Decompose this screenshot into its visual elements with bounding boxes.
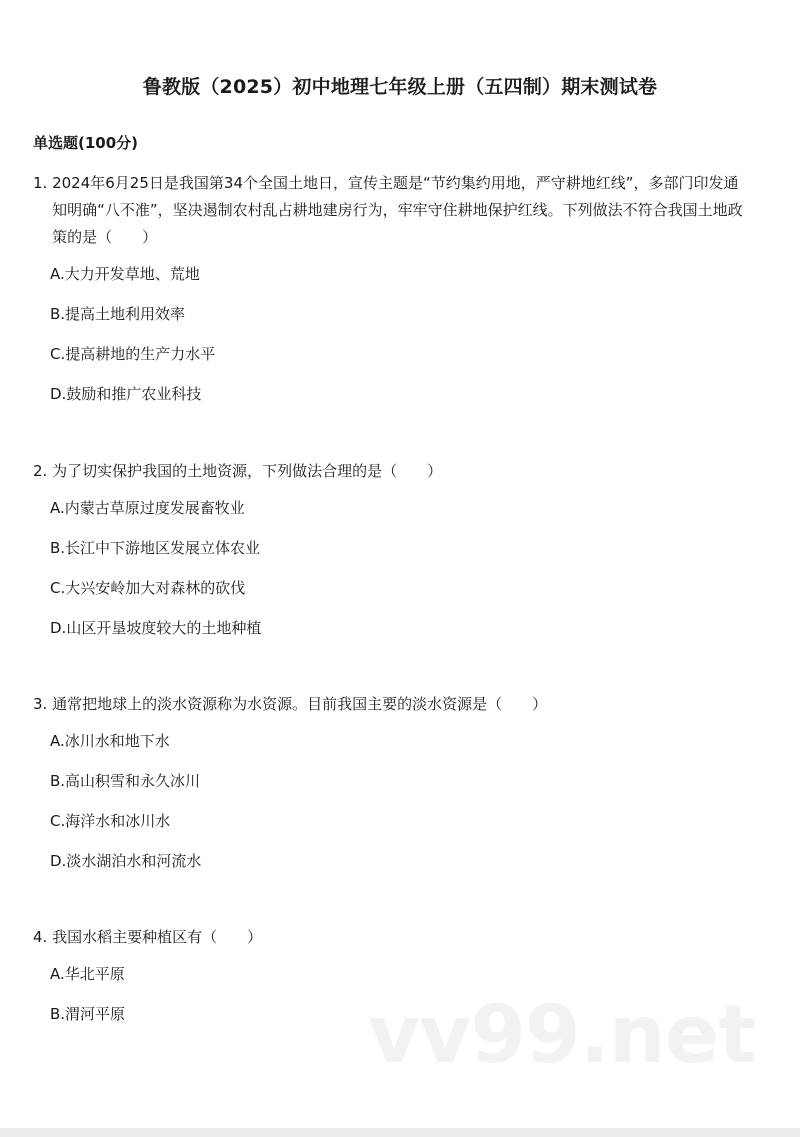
question-stem	[33, 924, 753, 951]
page-bottom-edge	[0, 1128, 800, 1137]
section-heading: 单选题(100分)	[33, 134, 139, 152]
question-3	[33, 691, 753, 881]
document-title: 鲁教版（2025）初中地理七年级上册（五四制）期末测试卷	[142, 76, 658, 98]
question-text: 为了切实保护我国的土地资源，下列做法合理的是（ ）	[52, 462, 443, 480]
option-d[interactable]: D.山区开垦坡度较大的土地种植	[50, 619, 262, 637]
option-c[interactable]: C.海洋水和冰川水	[50, 812, 171, 830]
option-a[interactable]: A.华北平原	[50, 965, 125, 983]
question-2	[33, 458, 753, 648]
option-a[interactable]: A.内蒙古草原过度发展畜牧业	[50, 499, 245, 517]
question-stem	[33, 458, 753, 485]
option-b[interactable]: B.提高土地利用效率	[50, 305, 186, 323]
option-c[interactable]: C.大兴安岭加大对森林的砍伐	[50, 579, 246, 597]
option-d[interactable]: D.鼓励和推广农业科技	[50, 385, 202, 403]
option-b[interactable]: B.渭河平原	[50, 1005, 126, 1023]
watermark: vv99.net	[368, 988, 756, 1081]
question-text: 2024年6月25日是我国第34个全国土地日，宣传主题是“节约集约用地，严守耕地红线”，多部门印发通知明确“八不准”，坚决遏制农村乱占耕地建房行为，牢牢守住耕地保护红线。下列做法不符合我国土地政策的是（ ）	[52, 174, 743, 246]
option-b[interactable]: B.高山积雪和永久冰川	[50, 772, 201, 790]
option-list	[33, 488, 753, 648]
option-c[interactable]: C.提高耕地的生产力水平	[50, 345, 216, 363]
question-number: 3.	[33, 695, 53, 713]
question-text: 通常把地球上的淡水资源称为水资源。目前我国主要的淡水资源是（ ）	[52, 695, 548, 713]
question-number: 2.	[33, 462, 53, 480]
option-a[interactable]: A.冰川水和地下水	[50, 732, 170, 750]
question-number: 4.	[33, 928, 53, 946]
option-b[interactable]: B.长江中下游地区发展立体农业	[50, 539, 261, 557]
option-d[interactable]: D.淡水湖泊水和河流水	[50, 852, 202, 870]
page-top-margin	[0, 0, 800, 60]
question-stem	[33, 691, 753, 718]
option-list	[33, 721, 753, 881]
question-1	[33, 170, 753, 414]
question-stem	[33, 170, 753, 251]
question-number: 1.	[33, 174, 53, 192]
option-a[interactable]: A.大力开发草地、荒地	[50, 265, 200, 283]
question-text: 我国水稻主要种植区有（ ）	[52, 928, 263, 946]
option-list	[33, 254, 753, 414]
